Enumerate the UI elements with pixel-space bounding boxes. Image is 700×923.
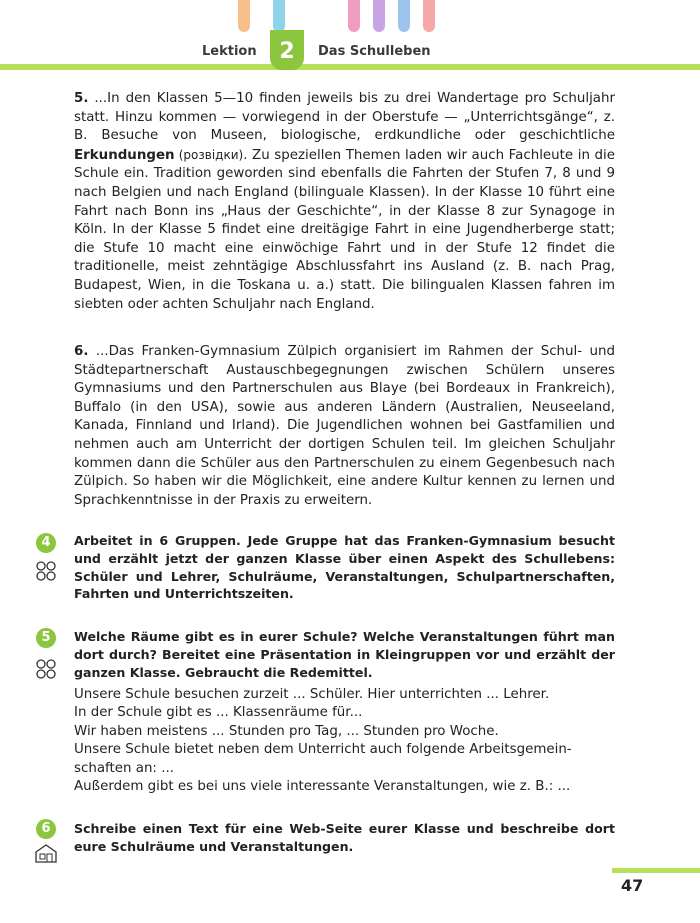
footer-rule [612, 868, 700, 873]
redemittel-line: Unsere Schule bietet neben dem Unterricht auch folgende Arbeitsgemein- [74, 742, 572, 758]
paragraph-number: 5. [74, 91, 89, 106]
task-number-badge: 6 [36, 819, 56, 839]
task-6-instruction: Schreibe einen Text für eine Web-Seite eurer Klasse und beschreibe dort eure Schulräume und Veranstaltungen. [74, 821, 615, 854]
header-rule [0, 64, 700, 70]
group-work-icon [32, 658, 60, 680]
lesson-number-badge: 2 [270, 30, 304, 70]
paragraph-6 [74, 343, 615, 510]
task-5-instruction: Welche Räume gibt es in eurer Schule? Welche Veranstaltungen führt man dort durch? Bereitet eine Präsentation in Kleingruppen vor und erzählt der ganzen Klasse. Gebraucht die Redemittel. [74, 629, 615, 680]
redemittel-line: schaften an: ... [74, 760, 174, 776]
color-tab [398, 0, 410, 32]
redemittel-list [74, 686, 615, 796]
page-number: 47 [621, 876, 644, 895]
paragraph-number: 6. [74, 344, 89, 359]
task-number-badge: 4 [36, 533, 56, 553]
color-tab [373, 0, 385, 32]
color-tab [238, 0, 250, 32]
paragraph-text: . Zu speziellen Themen laden wir auch Fachleute in die Schule ein. Tradition geworden sind ebenfalls die Fahrten der Stufen 7, 8 und 9 nach Belgien und nach England (bilinguale Klassen). In der Klasse 10 führt eine Fahrt nach Bonn ins „Haus der Geschichte“, in der Klasse 8 zur Synagoge in Köln. In der Klasse 5 findet eine dreitägige Fahrt in eine Jugendherberge statt; die Stufe 10 macht eine einwöchige Fahrt und in der Stufe 12 findet die traditionelle, meist zehntägige Abschlussfahrt ins Ausland (z. B. nach Prag, Budapest, Wien, in die Toskana u. a.) statt. Die bilingualen Klassen fahren im siebten oder achten Schuljahr nach England. [74, 147, 615, 312]
color-tab [423, 0, 435, 32]
paragraph-text: ...In den Klassen 5—10 finden jeweils bis zu drei Wandertage pro Schuljahr statt. Hinzu kommen — vorwiegend in der Oberstufe — „Unterrichtsgänge“, z. B. Besuche von Museen, biologische, erdkundliche oder geschichtliche [74, 91, 615, 144]
task-4-instruction: Arbeitet in 6 Gruppen. Jede Gruppe hat das Franken-Gymnasium besucht und erzählt jetzt der ganzen Klasse über einen Aspekt des Schullebens: Schüler und Lehrer, Schulräume, Veranstaltungen, Schulpartnerschaften, Fahrten und Unterrichtszeiten. [74, 533, 615, 602]
redemittel-line: Unsere Schule besuchen zurzeit ... Schüler. Hier unterrichten ... Lehrer. [74, 687, 550, 702]
redemittel-line: Wir haben meistens ... Stunden pro Tag, ... Stunden pro Woche. [74, 723, 499, 739]
chapter-title: Das Schulleben [318, 44, 431, 59]
color-tab [273, 0, 285, 32]
write-house-icon [32, 842, 60, 864]
task-number-badge: 5 [36, 628, 56, 648]
redemittel-line: Außerdem gibt es bei uns viele interessante Veranstaltungen, wie z. B.: ... [74, 779, 571, 795]
lektion-label: Lektion [202, 44, 257, 59]
paragraph-5 [74, 90, 615, 314]
group-work-icon [32, 560, 60, 582]
redemittel-line: In der Schule gibt es ... Klassenräume für... [74, 705, 363, 721]
paragraph-text: ...Das Franken-Gymnasium Zülpich organisiert im Rahmen der Schul- und Städtepartnerschaft Austauschbegegnungen zwischen Schülern unseres Gymnasiums und den Partnerschulen aus Blaye (bei Bordeaux in Frankreich), Buffalo (in den USA), sowie aus anderen Ländern (Australien, Neuseeland, Kanada, Finnland und Irland). Die Jugendlichen wohnen bei Gastfamilien und nehmen auch am Unterricht der dortigen Schulen teil. Im gleichen Schuljahr kommen dann die Schüler aus den Partnerschulen zu einem Gegenbesuch nach Zülpich. So haben wir die Möglichkeit, eine andere Kultur kennen zu lernen und Sprachkenntnisse in der Praxis zu erweitern. [74, 344, 615, 508]
color-tabs [238, 0, 448, 34]
color-tab [348, 0, 360, 32]
vocab-gloss: (розвідки) [174, 147, 244, 162]
vocab-term: Erkundungen [74, 147, 175, 163]
